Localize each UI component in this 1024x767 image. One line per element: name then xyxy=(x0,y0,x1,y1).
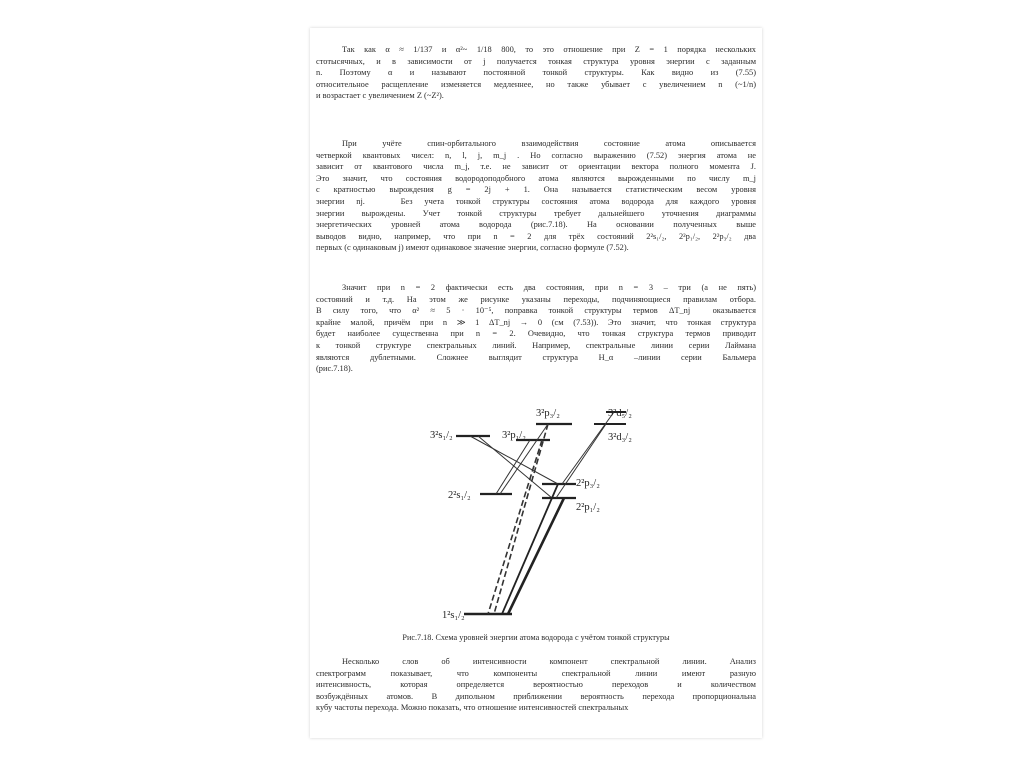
label-2p12: 2²p₁/₂ xyxy=(576,502,600,513)
label-2p32: 2²p₃/₂ xyxy=(576,478,600,489)
p2-line-3: зависит от квантового числа m_j, т.е. не зависит от ориентации вектора полного момента J. xyxy=(316,162,756,172)
p3-line-8: (рис.7.18). xyxy=(316,364,353,374)
p3-line-1: Значит при n = 2 фактически есть два состояния, при n = 3 – три (а не пять) xyxy=(342,283,756,292)
p2-line-10: первых (с одинаковым j) имеют одинаковое значение энергии, согласно формуле (7.52). xyxy=(316,243,629,253)
transition-3p-1s-dashed xyxy=(488,440,542,614)
p3-line-7: являются дублетными. Сложнее выглядит структура H_α –линии серии Бальмера xyxy=(316,352,756,362)
paragraph-1 xyxy=(316,44,756,102)
label-3s: 3²s₁/₂ xyxy=(430,430,453,441)
p3-line-5: будет наиболее существенна при n = 2. Очевидно, что тонкая структура термов приводит xyxy=(316,329,756,339)
p2-line-6: энергии nj. Без учета тонкой структуры состояния атома водорода для каждого уровня xyxy=(316,196,756,206)
figure-caption: Рис.7.18. Схема уровней энергии атома водорода с учётом тонкой структуры xyxy=(402,633,670,642)
p1-line-5: и возрастает с увеличением Z (~Z²). xyxy=(316,91,444,101)
p3-line-6: к тонкой структуре спектральных линий. Например, спектральные линии серии Лаймана xyxy=(316,340,756,350)
p1-line-2: стотысячных, и в зависимости от j получается тонкая структура уровня энергии с заданным xyxy=(316,56,756,66)
transition-3p-2s xyxy=(496,440,530,494)
label-3d52: 3²d₅/₂ xyxy=(608,408,632,419)
p3-line-2: состояний и т.д. На этом же рисунке указаны переходы, подчиняющиеся правилам отбора. xyxy=(316,294,756,304)
p2-line-7: энергии вырождены. Учет тонкой структуры требует дальнейшего уточнения диаграммы xyxy=(316,208,756,218)
transition-3d-2p32 xyxy=(562,412,614,484)
label-1s: 1²s₁/₂ xyxy=(442,610,465,621)
transition-2p12-1s xyxy=(508,498,564,614)
energy-level-diagram xyxy=(430,398,660,626)
p1-line-4: относительное расщепление изменяется медленнее, но также убывает с увеличением n (~1/n) xyxy=(316,79,756,89)
p2-line-5: с кратностью вырождения g = 2j + 1. Она называется статистическим весом уровня xyxy=(316,185,756,195)
p3-line-4: крайне малой, причём при n ≫ 1 ΔT_nj → 0 (см (7.53)). Это значит, что тонкая структура xyxy=(316,317,756,327)
p2-line-8: энергетических уровней атома водорода (рис.7.18). На основании полученных выше xyxy=(316,220,756,230)
p4-line-5: кубу частоты перехода. Можно показать, что отношение интенсивностей спектральных xyxy=(316,703,629,713)
p3-line-3: В силу того, что α² ≈ 5 · 10⁻⁵, поправка тонкой структуры термов ΔT_nj оказывается xyxy=(316,306,756,316)
p2-line-4: Это значит, что состояния водородоподобного атома являются вырожденными по числу m_j xyxy=(316,173,756,183)
paragraph-3 xyxy=(316,282,756,375)
transition-3s-2p xyxy=(470,436,558,484)
p2-line-2: четверкой квантовых чисел: n, l, j, m_j . Но согласно выражению (7.52) энергия атома не xyxy=(316,150,756,160)
paragraph-2 xyxy=(316,138,756,254)
p1-line-1: Так как α ≈ 1/137 и α²~ 1/18 800, то это отношение при Z = 1 порядка нескольких xyxy=(342,45,756,54)
label-3d32: 3²d₃/₂ xyxy=(608,432,632,443)
label-3p12: 3²p₁/₂ xyxy=(502,430,526,441)
transition-2p32-1s xyxy=(502,484,558,614)
p2-line-9: выводов видно, например, что при n = 2 для трёх состояний 2²s₁/₂, 2²p₁/₂, 2²p₃/₂ два xyxy=(316,231,756,241)
p4-line-1: Несколько слов об интенсивности компонент спектральной линии. Анализ xyxy=(342,657,756,666)
p4-line-2: спектрограмм показывает, что компоненты спектральной линии имеют разную xyxy=(316,668,756,678)
p2-line-1: При учёте спин-орбитального взаимодействия состояние атома описывается xyxy=(342,139,756,148)
label-2s: 2²s₁/₂ xyxy=(448,490,471,501)
paragraph-4 xyxy=(316,656,756,714)
label-3p32: 3²p₃/₂ xyxy=(536,408,560,419)
p1-line-3: n. Поэтому α и называют постоянной тонкой структуры. Как видно из (7.55) xyxy=(316,68,756,78)
p4-line-3: интенсивность, которая определяется вероятностью переходов и количеством xyxy=(316,680,756,690)
document-page xyxy=(310,28,762,738)
p4-line-4: возбуждённых атомов. В дипольном приближении вероятность перехода пропорциональна xyxy=(316,691,756,701)
